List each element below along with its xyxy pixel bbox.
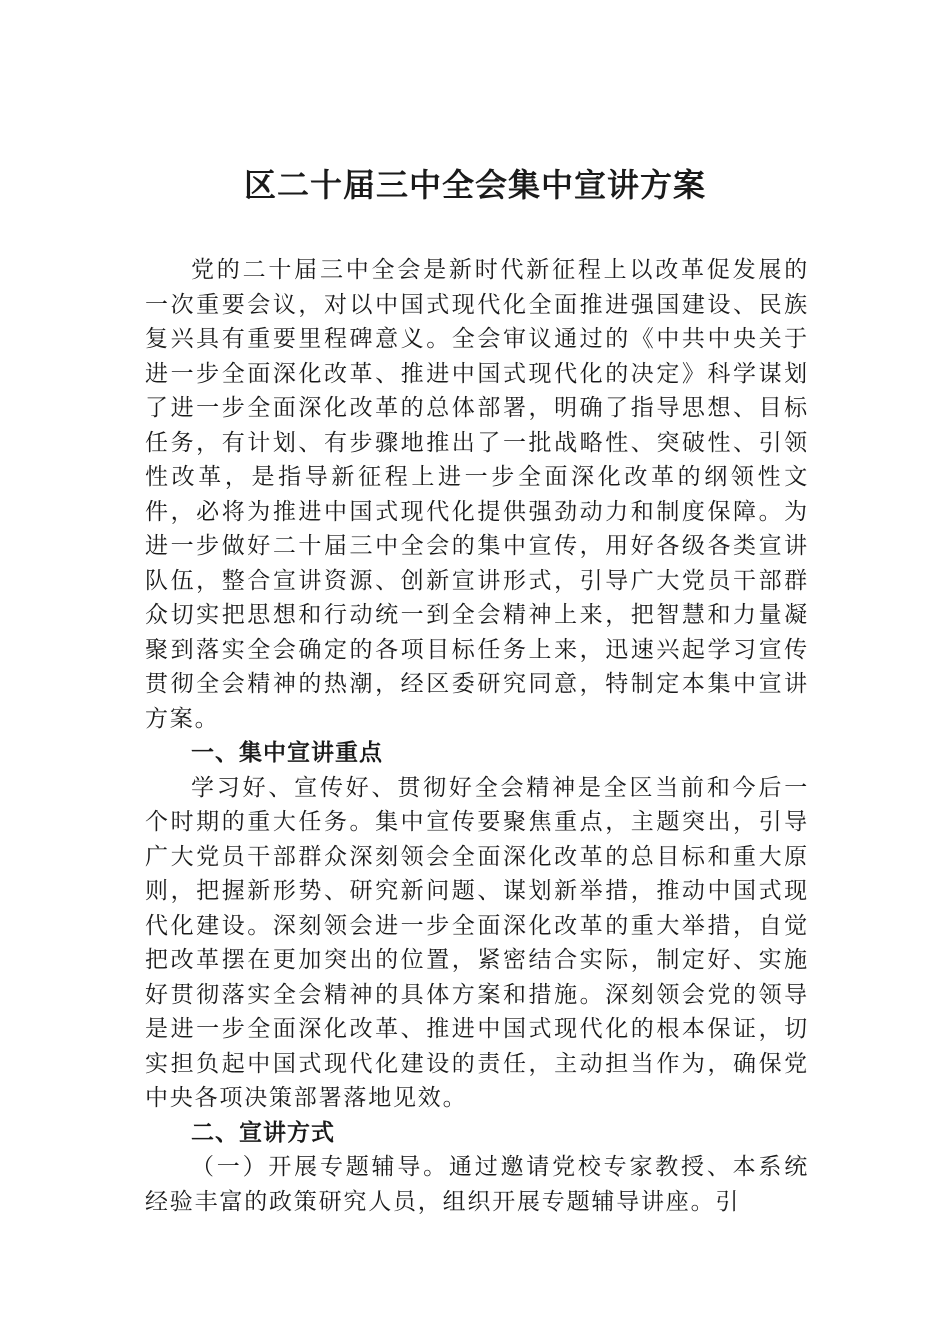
intro-paragraph: 党的二十届三中全会是新时代新征程上以改革促发展的一次重要会议，对以中国式现代化全面推进强国建设、民族复兴具有重要里程碑意义。全会审议通过的《中共中央关于进一步全面深化改革、推进中国式现代化的决定》科学谋划了进一步全面深化改革的总体部署，明确了指导思想、目标任务，有计划、有步骤地推出了一批战略性、突破性、引领性改革，是指导新征程上进一步全面深化改革的纲领性文件，必将为推进中国式现代化提供强劲动力和制度保障。为进一步做好二十届三中全会的集中宣传，用好各级各类宣讲队伍，整合宣讲资源、创新宣讲形式，引导广大党员干部群众切实把思想和行动统一到全会精神上来，把智慧和力量凝聚到落实全会确定的各项目标任务上来，迅速兴起学习宣传贯彻全会精神的热潮，经区委研究同意，特制定本集中宣讲方案。: [145, 257, 809, 732]
document-title: 区二十届三中全会集中宣讲方案: [243, 166, 706, 204]
document-body: [145, 253, 809, 1219]
section-heading-focus: 一、集中宣讲重点: [191, 740, 383, 766]
section-paragraph-methods: （一）开展专题辅导。通过邀请党校专家教授、本系统经验丰富的政策研究人员，组织开展专题辅导讲座。引: [145, 1154, 809, 1215]
section-heading-methods: 二、宣讲方式: [191, 1119, 335, 1146]
section-paragraph-focus: 学习好、宣传好、贯彻好全会精神是全区当前和今后一个时期的重大任务。集中宣传要聚焦重点，主题突出，引导广大党员干部群众深刻领会全面深化改革的总目标和重大原则，把握新形势、研究新问题、谋划新举措，推动中国式现代化建设。深刻领会进一步全面深化改革的重大举措，自觉把改革摆在更加突出的位置，紧密结合实际，制定好、实施好贯彻落实全会精神的具体方案和措施。深刻领会党的领导是进一步全面深化改革、推进中国式现代化的根本保证，切实担负起中国式现代化建设的责任，主动担当作为，确保党中央各项决策部署落地见效。: [145, 774, 809, 1111]
